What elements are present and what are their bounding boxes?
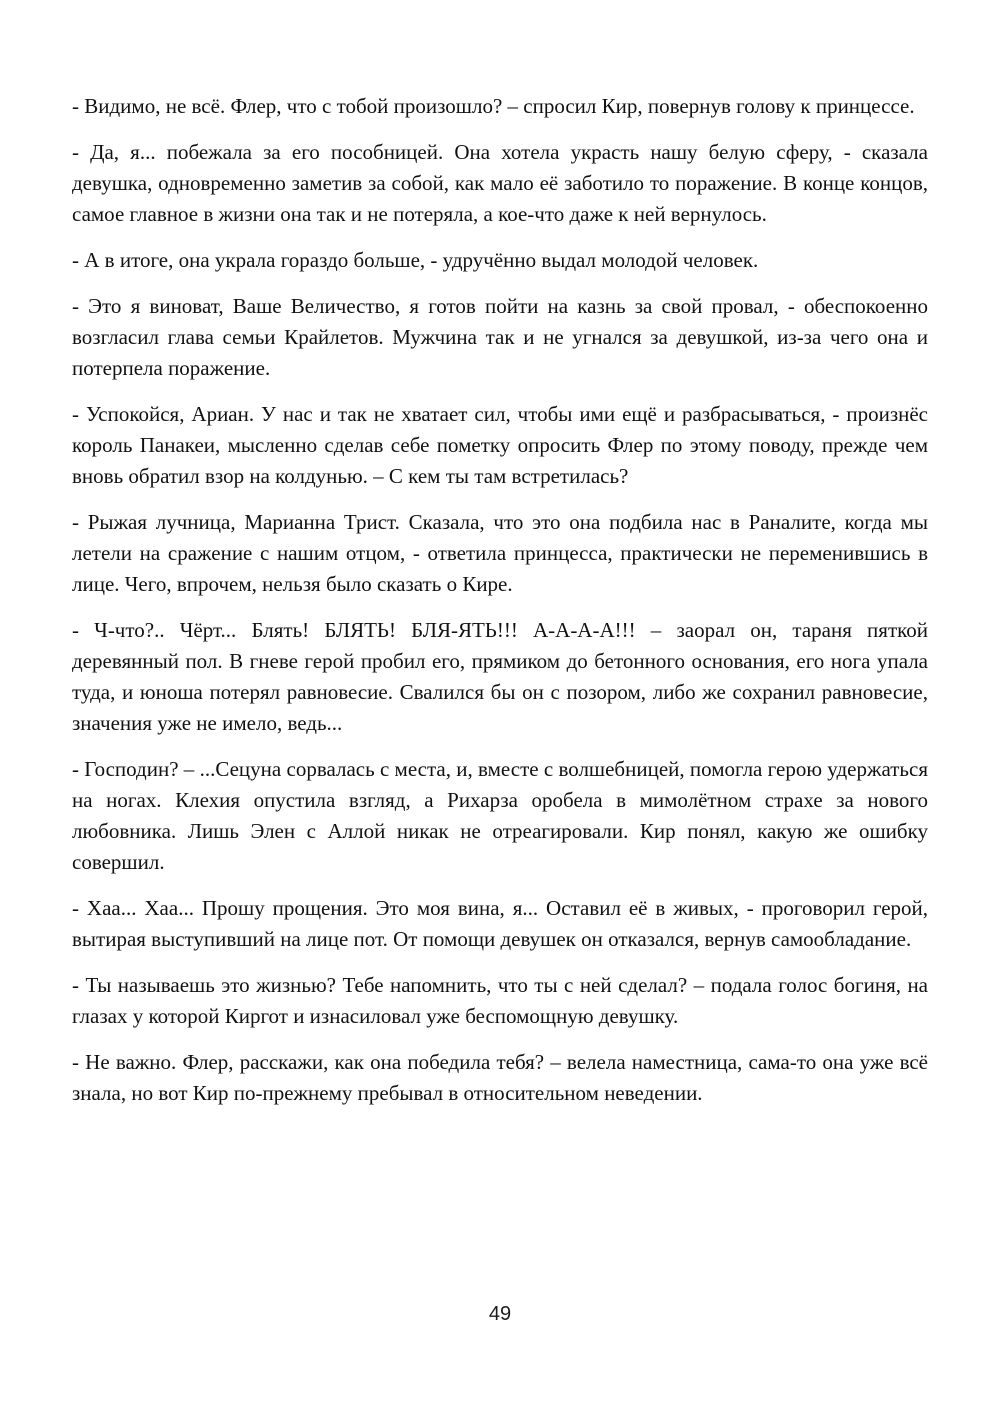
- paragraph: - Ч-что?.. Чёрт... Блять! БЛЯТЬ! БЛЯ-ЯТЬ!!! А-А-А-А!!! – заорал он, тараня пяткой деревянный пол. В гневе герой пробил его, прямиком до бетонного основания, его нога упала туда, и юноша потерял равновесие. Свалился бы он с позором, либо же сохранил равновесие, значения уже не имело, ведь...: [72, 618, 928, 735]
- paragraph: - Ты называешь это жизнью? Тебе напомнить, что ты с ней сделал? – подала голос богиня, на глазах у которой Киргот и изнасиловал уже беспомощную девушку.: [72, 973, 928, 1028]
- paragraph: - Господин? – ...Сецуна сорвалась с места, и, вместе с волшебницей, помогла герою удержаться на ногах. Клехия опустила взгляд, а Рихарза оробела в мимолётном страхе за нового любовника. Лишь Элен с Аллой никак не отреагировали. Кир понял, какую же ошибку совершил.: [72, 757, 928, 874]
- paragraph: - Да, я... побежала за его пособницей. Она хотела украсть нашу белую сферу, - сказала девушка, одновременно заметив за собой, как мало её заботило то поражение. В конце концов, самое главное в жизни она так и не потеряла, а кое-что даже к ней вернулось.: [72, 140, 928, 226]
- paragraph: - Видимо, не всё. Флер, что с тобой произошло? – спросил Кир, повернув голову к принцессе.: [72, 94, 915, 118]
- paragraph: - А в итоге, она украла гораздо больше, - удручённо выдал молодой человек.: [72, 248, 759, 272]
- paragraph: - Не важно. Флер, расскажи, как она победила тебя? – велела наместница, сама-то она уже всё знала, но вот Кир по-прежнему пребывал в относительном неведении.: [72, 1050, 928, 1105]
- paragraph: - Это я виноват, Ваше Величество, я готов пойти на казнь за свой провал, - обеспокоенно возгласил глава семьи Крайлетов. Мужчина так и не угнался за девушкой, из-за чего она и потерпела поражение.: [72, 294, 928, 380]
- page-number: 49: [488, 1303, 512, 1325]
- paragraph: - Успокойся, Ариан. У нас и так не хватает сил, чтобы ими ещё и разбрасываться, - произнёс король Панакеи, мысленно сделав себе пометку опросить Флер по этому поводу, прежде чем вновь обратил взор на колдунью. – С кем ты там встретилась?: [72, 402, 928, 488]
- paragraph: - Хаа... Хаа... Прошу прощения. Это моя вина, я... Оставил её в живых, - проговорил герой, вытирая выступивший на лице пот. От помощи девушек он отказался, вернув самообладание.: [72, 896, 928, 951]
- paragraph: - Рыжая лучница, Марианна Трист. Сказала, что это она подбила нас в Раналите, когда мы летели на сражение с нашим отцом, - ответила принцесса, практически не переменившись в лице. Чего, впрочем, нельзя было сказать о Кире.: [72, 510, 928, 596]
- page-body-text: [72, 91, 928, 1124]
